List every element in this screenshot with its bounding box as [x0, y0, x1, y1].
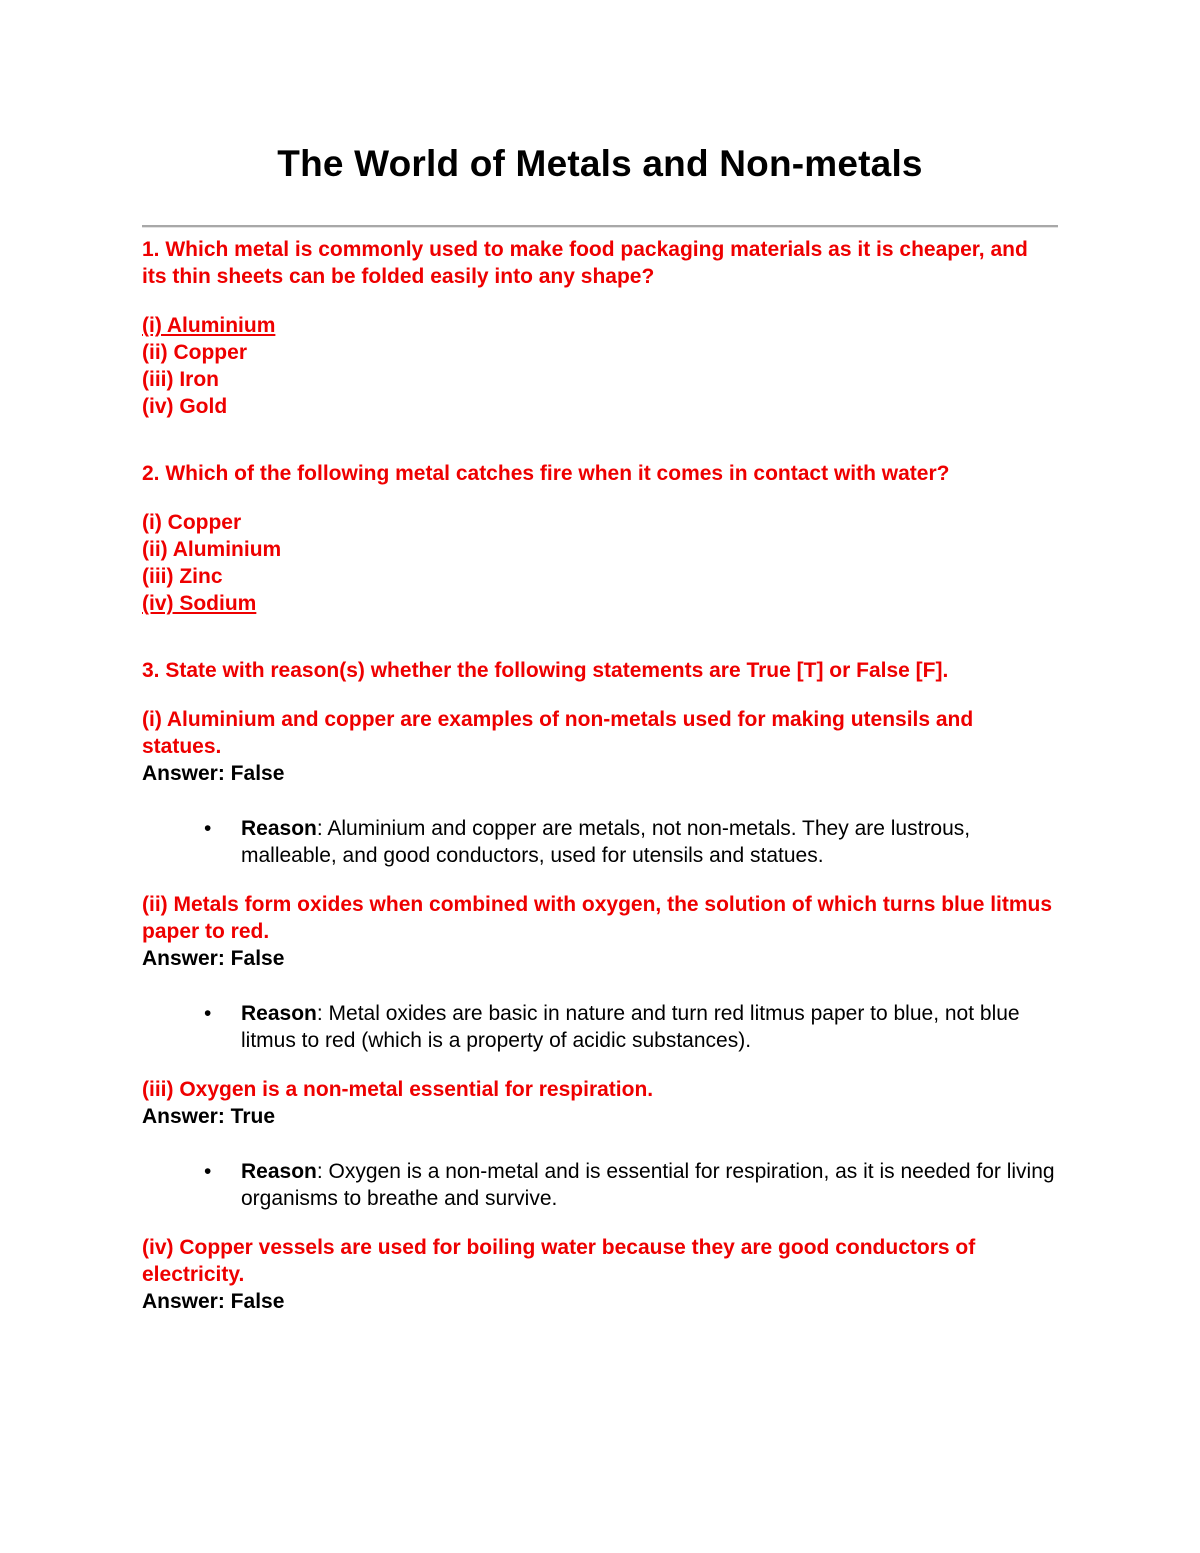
question-2-option-4: (iv) Sodium [142, 592, 257, 615]
statement-2-reason-list [142, 1000, 1058, 1054]
statement-2-text: (ii) Metals form oxides when combined with oxygen, the solution of which turns blue litmus paper to red. [142, 893, 1053, 943]
reason-label: Reason [241, 817, 317, 840]
statement-2-answer: Answer: False [142, 947, 285, 970]
statement-2 [142, 891, 1058, 1054]
question-2-option-3: (iii) Zinc [142, 565, 223, 588]
statement-3-reason [142, 1158, 1058, 1212]
statement-1-reason [142, 815, 1058, 869]
bullet-icon: • [204, 817, 212, 840]
question-1 [142, 236, 1058, 420]
reason-text: : Aluminium and copper are metals, not non-metals. They are lustrous, malleable, and good conductors, used for utensils and statues. [241, 817, 971, 867]
statement-4-text: (iv) Copper vessels are used for boiling water because they are good conductors of electricity. [142, 1236, 976, 1286]
question-2-text: 2. Which of the following metal catches fire when it comes in contact with water? [142, 462, 950, 485]
statement-1-text: (i) Aluminium and copper are examples of non-metals used for making utensils and statues. [142, 708, 974, 758]
statement-3 [142, 1076, 1058, 1212]
document-body [142, 236, 1058, 1315]
question-1-option-2: (ii) Copper [142, 341, 247, 364]
question-2-options [142, 509, 1058, 617]
question-2-option-1: (i) Copper [142, 511, 242, 534]
question-1-option-1: (i) Aluminium [142, 314, 276, 337]
statement-4 [142, 1234, 1058, 1315]
page-title: The World of Metals and Non-metals [277, 143, 923, 184]
reason-label: Reason [241, 1160, 317, 1183]
question-3 [142, 657, 1058, 1315]
question-1-options [142, 312, 1058, 420]
question-1-option-3: (iii) Iron [142, 368, 219, 391]
statement-3-answer: Answer: True [142, 1105, 276, 1128]
bullet-icon: • [204, 1002, 212, 1025]
reason-label: Reason [241, 1002, 317, 1025]
statement-1 [142, 706, 1058, 869]
question-1-option-4: (iv) Gold [142, 395, 228, 418]
question-1-text: 1. Which metal is commonly used to make food packaging materials as it is cheaper, and its thin sheets can be folded easily into any shape? [142, 238, 1028, 288]
statement-2-reason [142, 1000, 1058, 1054]
statement-1-answer: Answer: False [142, 762, 285, 785]
question-2 [142, 460, 1058, 617]
statement-4-answer: Answer: False [142, 1290, 285, 1313]
reason-text: : Metal oxides are basic in nature and turn red litmus paper to blue, not blue litmus to red (which is a property of acidic substances). [241, 1002, 1020, 1052]
statement-3-text: (iii) Oxygen is a non-metal essential for respiration. [142, 1078, 654, 1101]
question-3-text: 3. State with reason(s) whether the following statements are True [T] or False [F]. [142, 659, 949, 682]
question-2-option-2: (ii) Aluminium [142, 538, 282, 561]
bullet-icon: • [204, 1160, 212, 1183]
reason-text: : Oxygen is a non-metal and is essential for respiration, as it is needed for living organisms to breathe and survive. [241, 1160, 1055, 1210]
title-divider [142, 225, 1058, 228]
statement-3-reason-list [142, 1158, 1058, 1212]
statement-1-reason-list [142, 815, 1058, 869]
